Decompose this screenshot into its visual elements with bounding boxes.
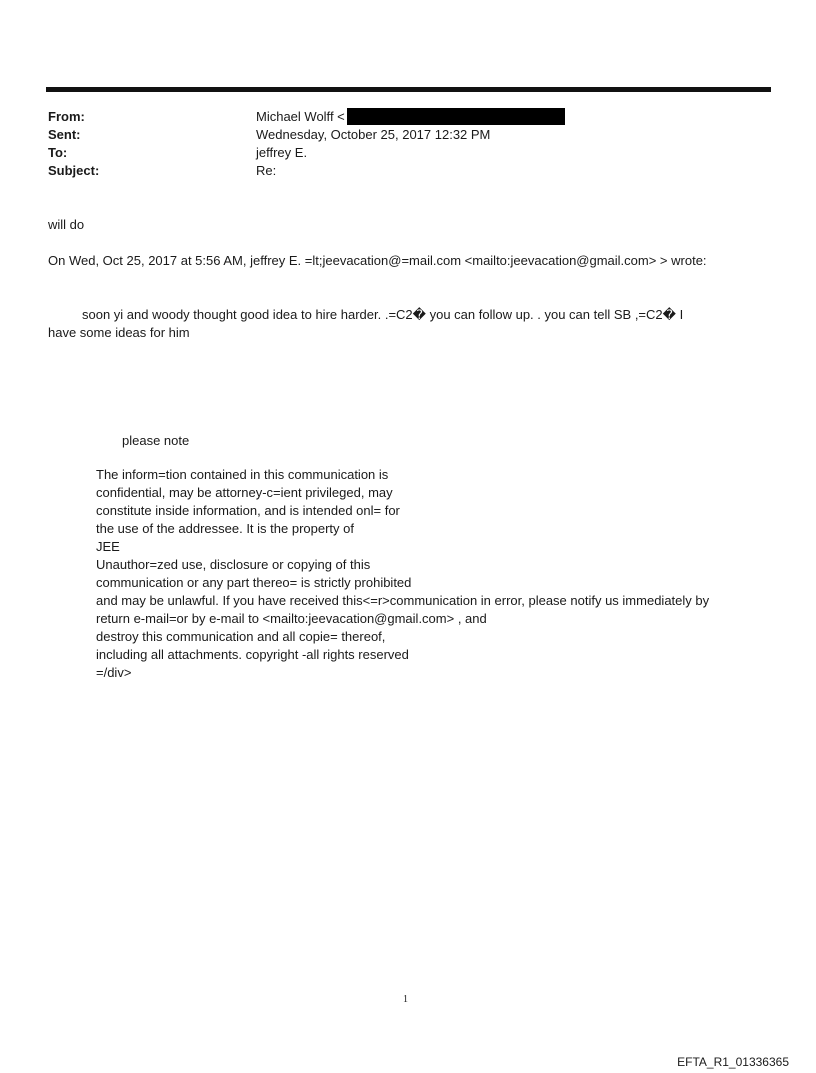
page-number: 1 [403,994,408,1005]
sent-row [48,126,768,144]
header-divider [46,87,771,92]
subject-value: Re: [256,163,277,178]
notice-line: destroy this communication and all copie= thereof, [96,629,386,644]
subject-row [48,162,768,180]
notice-line: communication or any part thereo= is strictly prohibited [96,575,412,590]
quoted-message-line-2: have some ideas for him [48,325,190,340]
from-sender: Michael Wolff < [256,109,345,124]
notice-line: return e-mail=or by e-mail to <mailto:jeevacation@gmail.com> , and [96,611,487,626]
document-id: EFTA_R1_01336365 [677,1055,789,1069]
please-note: please note [122,433,190,448]
notice-line: constitute inside information, and is intended onl= for [96,503,400,518]
notice-line: =/div> [96,665,132,680]
from-row [48,108,768,126]
notice-line: JEE [96,539,120,554]
notice-line: and may be unlawful. If you have received this<=r>communication in error, please notify us immediately by [96,593,710,608]
notice-line: confidential, may be attorney-c=ient privileged, may [96,485,393,500]
sent-label: Sent: [48,127,81,142]
confidentiality-notice [96,466,776,682]
quote-intro: On Wed, Oct 25, 2017 at 5:56 AM, jeffrey E. =lt;jeevacation@=mail.com <mailto:jeevacation@gmail.com> > wrote: [48,253,707,268]
notice-line: including all attachments. copyright -all rights reserved [96,647,409,662]
notice-line: the use of the addressee. It is the property of [96,521,354,536]
notice-line: Unauthor=zed use, disclosure or copying of this [96,557,371,572]
to-label: To: [48,145,68,160]
redaction-box [347,108,565,125]
quoted-message-line-1: soon yi and woody thought good idea to hire harder. .=C2� you can follow up. . you can tell SB ,=C2� I [82,307,684,322]
notice-line: The inform=tion contained in this communication is [96,467,389,482]
subject-label: Subject: [48,163,100,178]
reply-text: will do [48,217,85,232]
to-value: jeffrey E. [256,145,308,160]
from-label: From: [48,109,85,124]
from-value [256,108,565,126]
email-header [48,108,768,180]
sent-value: Wednesday, October 25, 2017 12:32 PM [256,127,491,142]
to-row [48,144,768,162]
